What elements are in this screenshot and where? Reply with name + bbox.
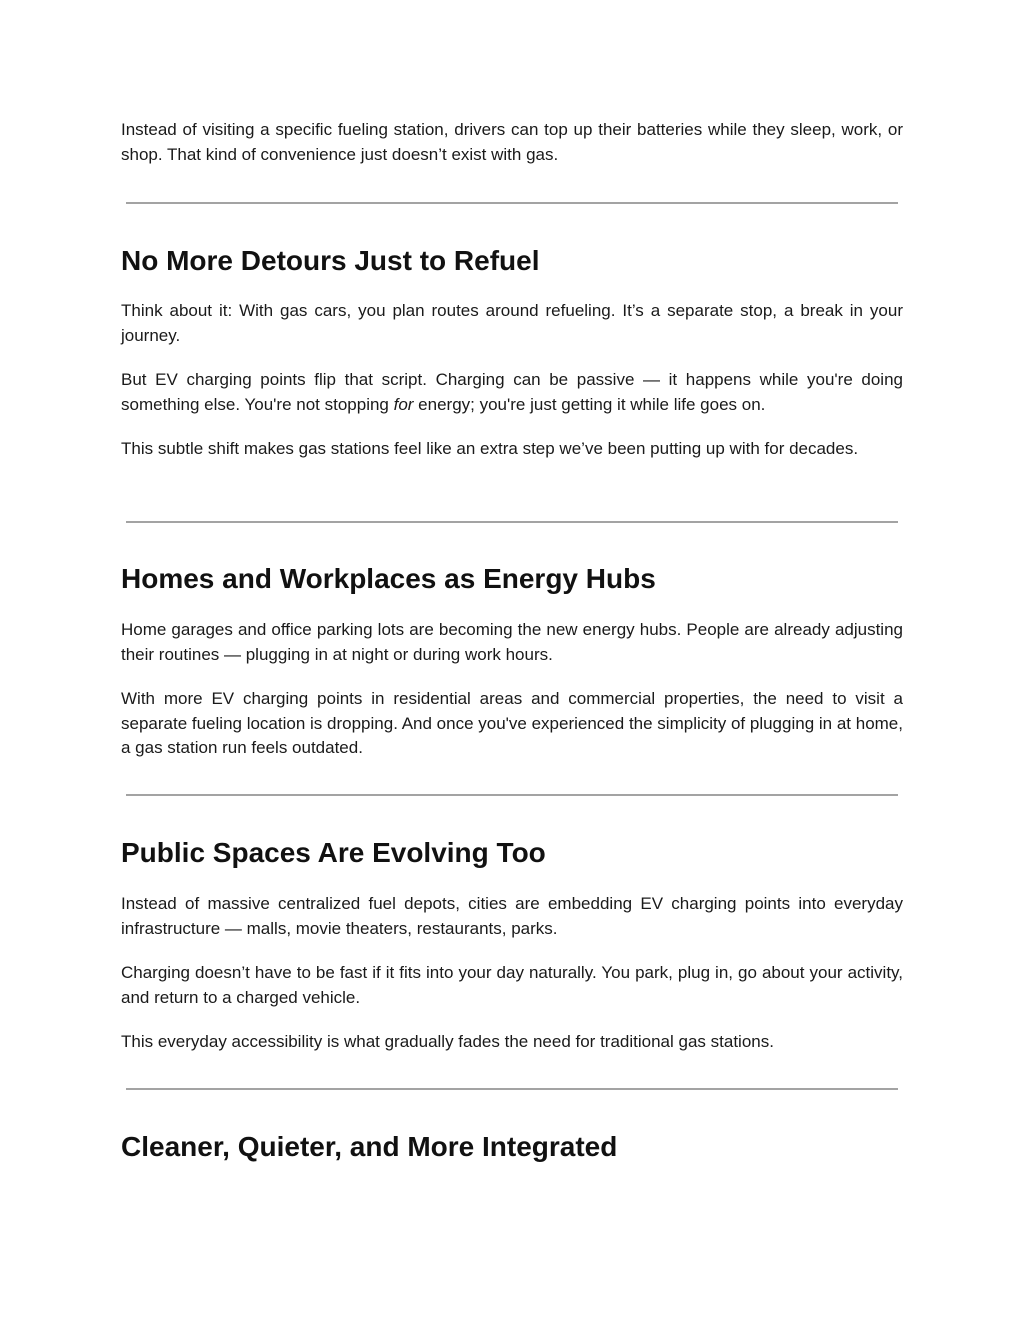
section-1-paragraph-3: This subtle shift makes gas stations feel like an extra step we’ve been putting up with for decades. <box>121 439 859 458</box>
section-heading-cleaner-quieter: Cleaner, Quieter, and More Integrated <box>121 1131 618 1162</box>
emphasis-text: for <box>393 394 414 414</box>
section-heading-homes-workplaces: Homes and Workplaces as Energy Hubs <box>121 563 656 594</box>
paragraph-text: But EV charging points flip that script. Charging can be passive — it happens while you're doing something else. You're not stopping <box>121 370 903 414</box>
section-1-paragraph-2 <box>121 368 903 417</box>
section-3-paragraph-1: Instead of massive centralized fuel depots, cities are embedding EV charging points into everyday infrastructure — malls, movie theaters, restaurants, parks. <box>121 894 903 938</box>
section-2-paragraph-2: With more EV charging points in residential areas and commercial properties, the need to visit a separate fueling location is dropping. And once you've experienced the simplicity of plugging in at home, a gas station run feels outdated. <box>121 689 903 757</box>
section-2-paragraph-1: Home garages and office parking lots are becoming the new energy hubs. People are already adjusting their routines — plugging in at night or during work hours. <box>121 620 903 664</box>
section-divider <box>126 202 898 204</box>
section-3-paragraph-2: Charging doesn’t have to be fast if it fits into your day naturally. You park, plug in, go about your activity, and return to a charged vehicle. <box>121 963 903 1007</box>
section-divider <box>126 794 898 796</box>
section-heading-no-more-detours: No More Detours Just to Refuel <box>121 245 540 276</box>
section-3-paragraph-3: This everyday accessibility is what gradually fades the need for traditional gas stations. <box>121 1032 774 1051</box>
section-divider <box>126 521 898 523</box>
section-heading-public-spaces: Public Spaces Are Evolving Too <box>121 837 546 868</box>
section-1-paragraph-1: Think about it: With gas cars, you plan routes around refueling. It’s a separate stop, a break in your journey. <box>121 301 903 345</box>
paragraph-text: energy; you're just getting it while life goes on. <box>413 394 766 414</box>
intro-paragraph: Instead of visiting a specific fueling station, drivers can top up their batteries while they sleep, work, or shop. That kind of convenience just doesn’t exist with gas. <box>121 120 903 164</box>
section-divider <box>126 1088 898 1090</box>
